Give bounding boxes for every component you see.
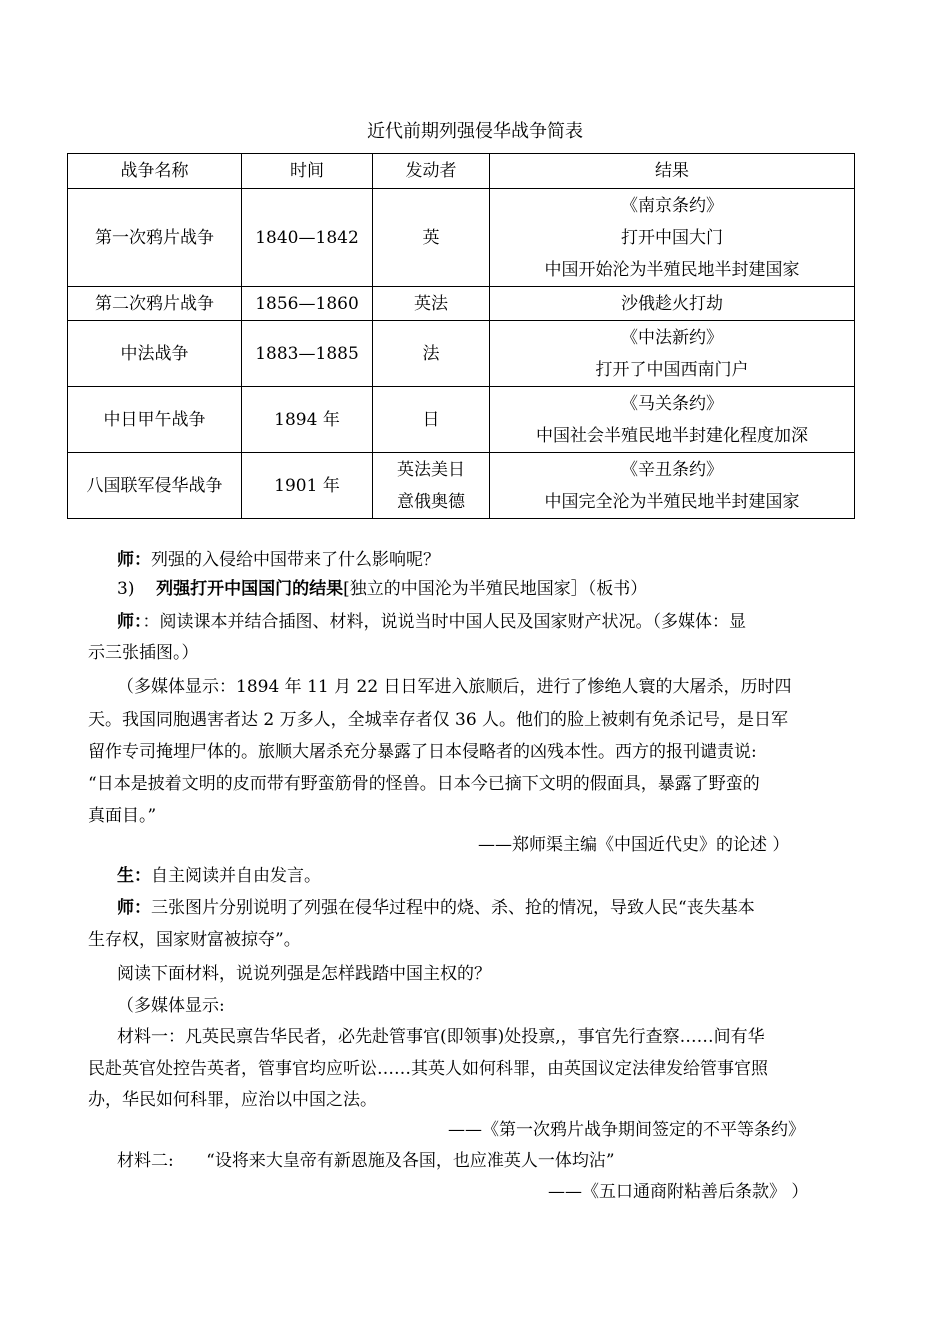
- war-result: [490, 287, 855, 321]
- material-line: 留作专司掩埋尸体的。旅顺大屠杀充分暴露了日本侵略者的凶残本性。西方的报刊谴责说:: [88, 742, 757, 762]
- section-title: 列强打开中国国门的结果: [156, 579, 344, 599]
- war-name: 中法战争: [68, 321, 242, 387]
- result-line: 中国开始沦为半殖民地半封建国家: [544, 259, 800, 280]
- material-line: （多媒体显示：1894 年 11 月 22 日日军进入旅顺后，进行了惨绝人寰的大屠杀，历时四: [117, 677, 792, 697]
- war-initiator: [373, 321, 490, 387]
- summary-line: 三张图片分别说明了列强在侵华过程中的烧、杀、抢的情况，导致人民“丧失基本: [151, 898, 755, 918]
- col-header-time: 时间: [242, 154, 373, 189]
- media-note: （多媒体显示:: [117, 996, 225, 1016]
- summary-line: 生存权，国家财富被掠夺”。: [88, 930, 301, 950]
- material-line: 材料一：凡英民禀告华民者，必先赴管事官(即领事)处投禀,，事官先行查察……间有华: [117, 1027, 765, 1047]
- material-line: [117, 1146, 615, 1171]
- section-number: 3): [117, 579, 135, 599]
- material-line: 真面目。”: [88, 806, 157, 826]
- war-time: 1856—1860: [242, 287, 373, 321]
- war-result: [490, 387, 855, 453]
- material-line: 天。我国同胞遇害者达 2 万多人，全城幸存者仅 36 人。他们的脸上被刺有免杀记号，是日军: [88, 710, 789, 730]
- result-line: 中国社会半殖民地半封建化程度加深: [536, 425, 808, 446]
- initiator-line: 日: [422, 409, 440, 430]
- speaker-label: 师：: [117, 550, 151, 570]
- war-initiator: [373, 287, 490, 321]
- war-name: 第一次鸦片战争: [68, 189, 242, 287]
- table-title: 近代前期列强侵华战争简表: [367, 121, 583, 142]
- material-quote: “设将来大皇帝有新恩施及各国，也应准英人一体均沾”: [206, 1151, 615, 1171]
- table-row: [68, 387, 855, 453]
- war-result: [490, 453, 855, 519]
- teacher-question: [117, 545, 440, 570]
- teacher-instruction: [117, 607, 746, 632]
- speaker-label: 师：: [117, 898, 151, 918]
- speaker-label: 师：: [117, 612, 143, 632]
- initiator-line: 法: [422, 343, 440, 364]
- response-text: 自主阅读并自由发言。: [151, 866, 321, 886]
- result-line: 《中法新约》: [621, 327, 723, 348]
- material-line: “日本是披着文明的皮而带有野蛮筋骨的怪兽。日本今已摘下文明的假面具，暴露了野蛮的: [88, 774, 760, 794]
- table-row: [68, 287, 855, 321]
- war-result: [490, 321, 855, 387]
- result-line: 《南京条约》: [621, 195, 723, 216]
- instruction-line: 示三张插图。）: [88, 643, 199, 663]
- material-source: ——《五口通商附粘善后条款》 ）: [548, 1182, 809, 1202]
- teacher-summary: [117, 893, 755, 918]
- result-line: 沙俄趁火打劫: [621, 293, 723, 314]
- section-heading: [117, 574, 647, 599]
- war-name: 第二次鸦片战争: [68, 287, 242, 321]
- war-initiator: [373, 453, 490, 519]
- section-note: [独立的中国沦为半殖民地国家］（板书）: [343, 579, 648, 599]
- question-text: 列强的入侵给中国带来了什么影响呢？: [151, 550, 440, 570]
- table-row: [68, 453, 855, 519]
- war-name: 中日甲午战争: [68, 387, 242, 453]
- material-line: 民赴英官处控告英者，管事官均应听讼……其英人如何科罪，由英国议定法律发给管事官照: [88, 1059, 768, 1079]
- student-response: [117, 861, 321, 886]
- wars-table: [67, 153, 855, 519]
- war-name: 八国联军侵华战争: [68, 453, 242, 519]
- material-line: 办，华民如何科罪，应治以中国之法。: [88, 1090, 377, 1110]
- table-header-row: [68, 154, 855, 189]
- speaker-label: 生：: [117, 866, 151, 886]
- col-header-name: 战争名称: [68, 154, 242, 189]
- result-line: 《马关条约》: [621, 393, 723, 414]
- war-time: 1840—1842: [242, 189, 373, 287]
- table-row: [68, 189, 855, 287]
- instruction-line: ：阅读课本并结合插图、材料，说说当时中国人民及国家财产状况。（多媒体：显: [142, 612, 746, 632]
- initiator-line: 意俄奥德: [397, 491, 465, 512]
- table-row: [68, 321, 855, 387]
- result-line: 打开中国大门: [621, 227, 723, 248]
- reading-prompt: 阅读下面材料，说说列强是怎样践踏中国主权的？: [117, 964, 491, 984]
- war-time: 1883—1885: [242, 321, 373, 387]
- war-time: 1894 年: [242, 387, 373, 453]
- result-line: 打开了中国西南门户: [595, 359, 749, 380]
- col-header-initiator: 发动者: [373, 154, 490, 189]
- war-result: [490, 189, 855, 287]
- result-line: 《辛丑条约》: [621, 459, 723, 480]
- initiator-line: 英: [422, 227, 440, 248]
- war-initiator: [373, 189, 490, 287]
- war-time: 1901 年: [242, 453, 373, 519]
- material-label: 材料二:: [117, 1151, 174, 1171]
- initiator-line: 英法美日: [397, 459, 465, 480]
- initiator-line: 英法: [414, 293, 448, 314]
- war-initiator: [373, 387, 490, 453]
- result-line: 中国完全沦为半殖民地半封建国家: [544, 491, 800, 512]
- material-source: ——郑师渠主编《中国近代史》的论述 ）: [478, 835, 790, 855]
- col-header-result: 结果: [490, 154, 855, 189]
- material-source: ——《第一次鸦片战争期间签定的不平等条约》: [448, 1120, 805, 1140]
